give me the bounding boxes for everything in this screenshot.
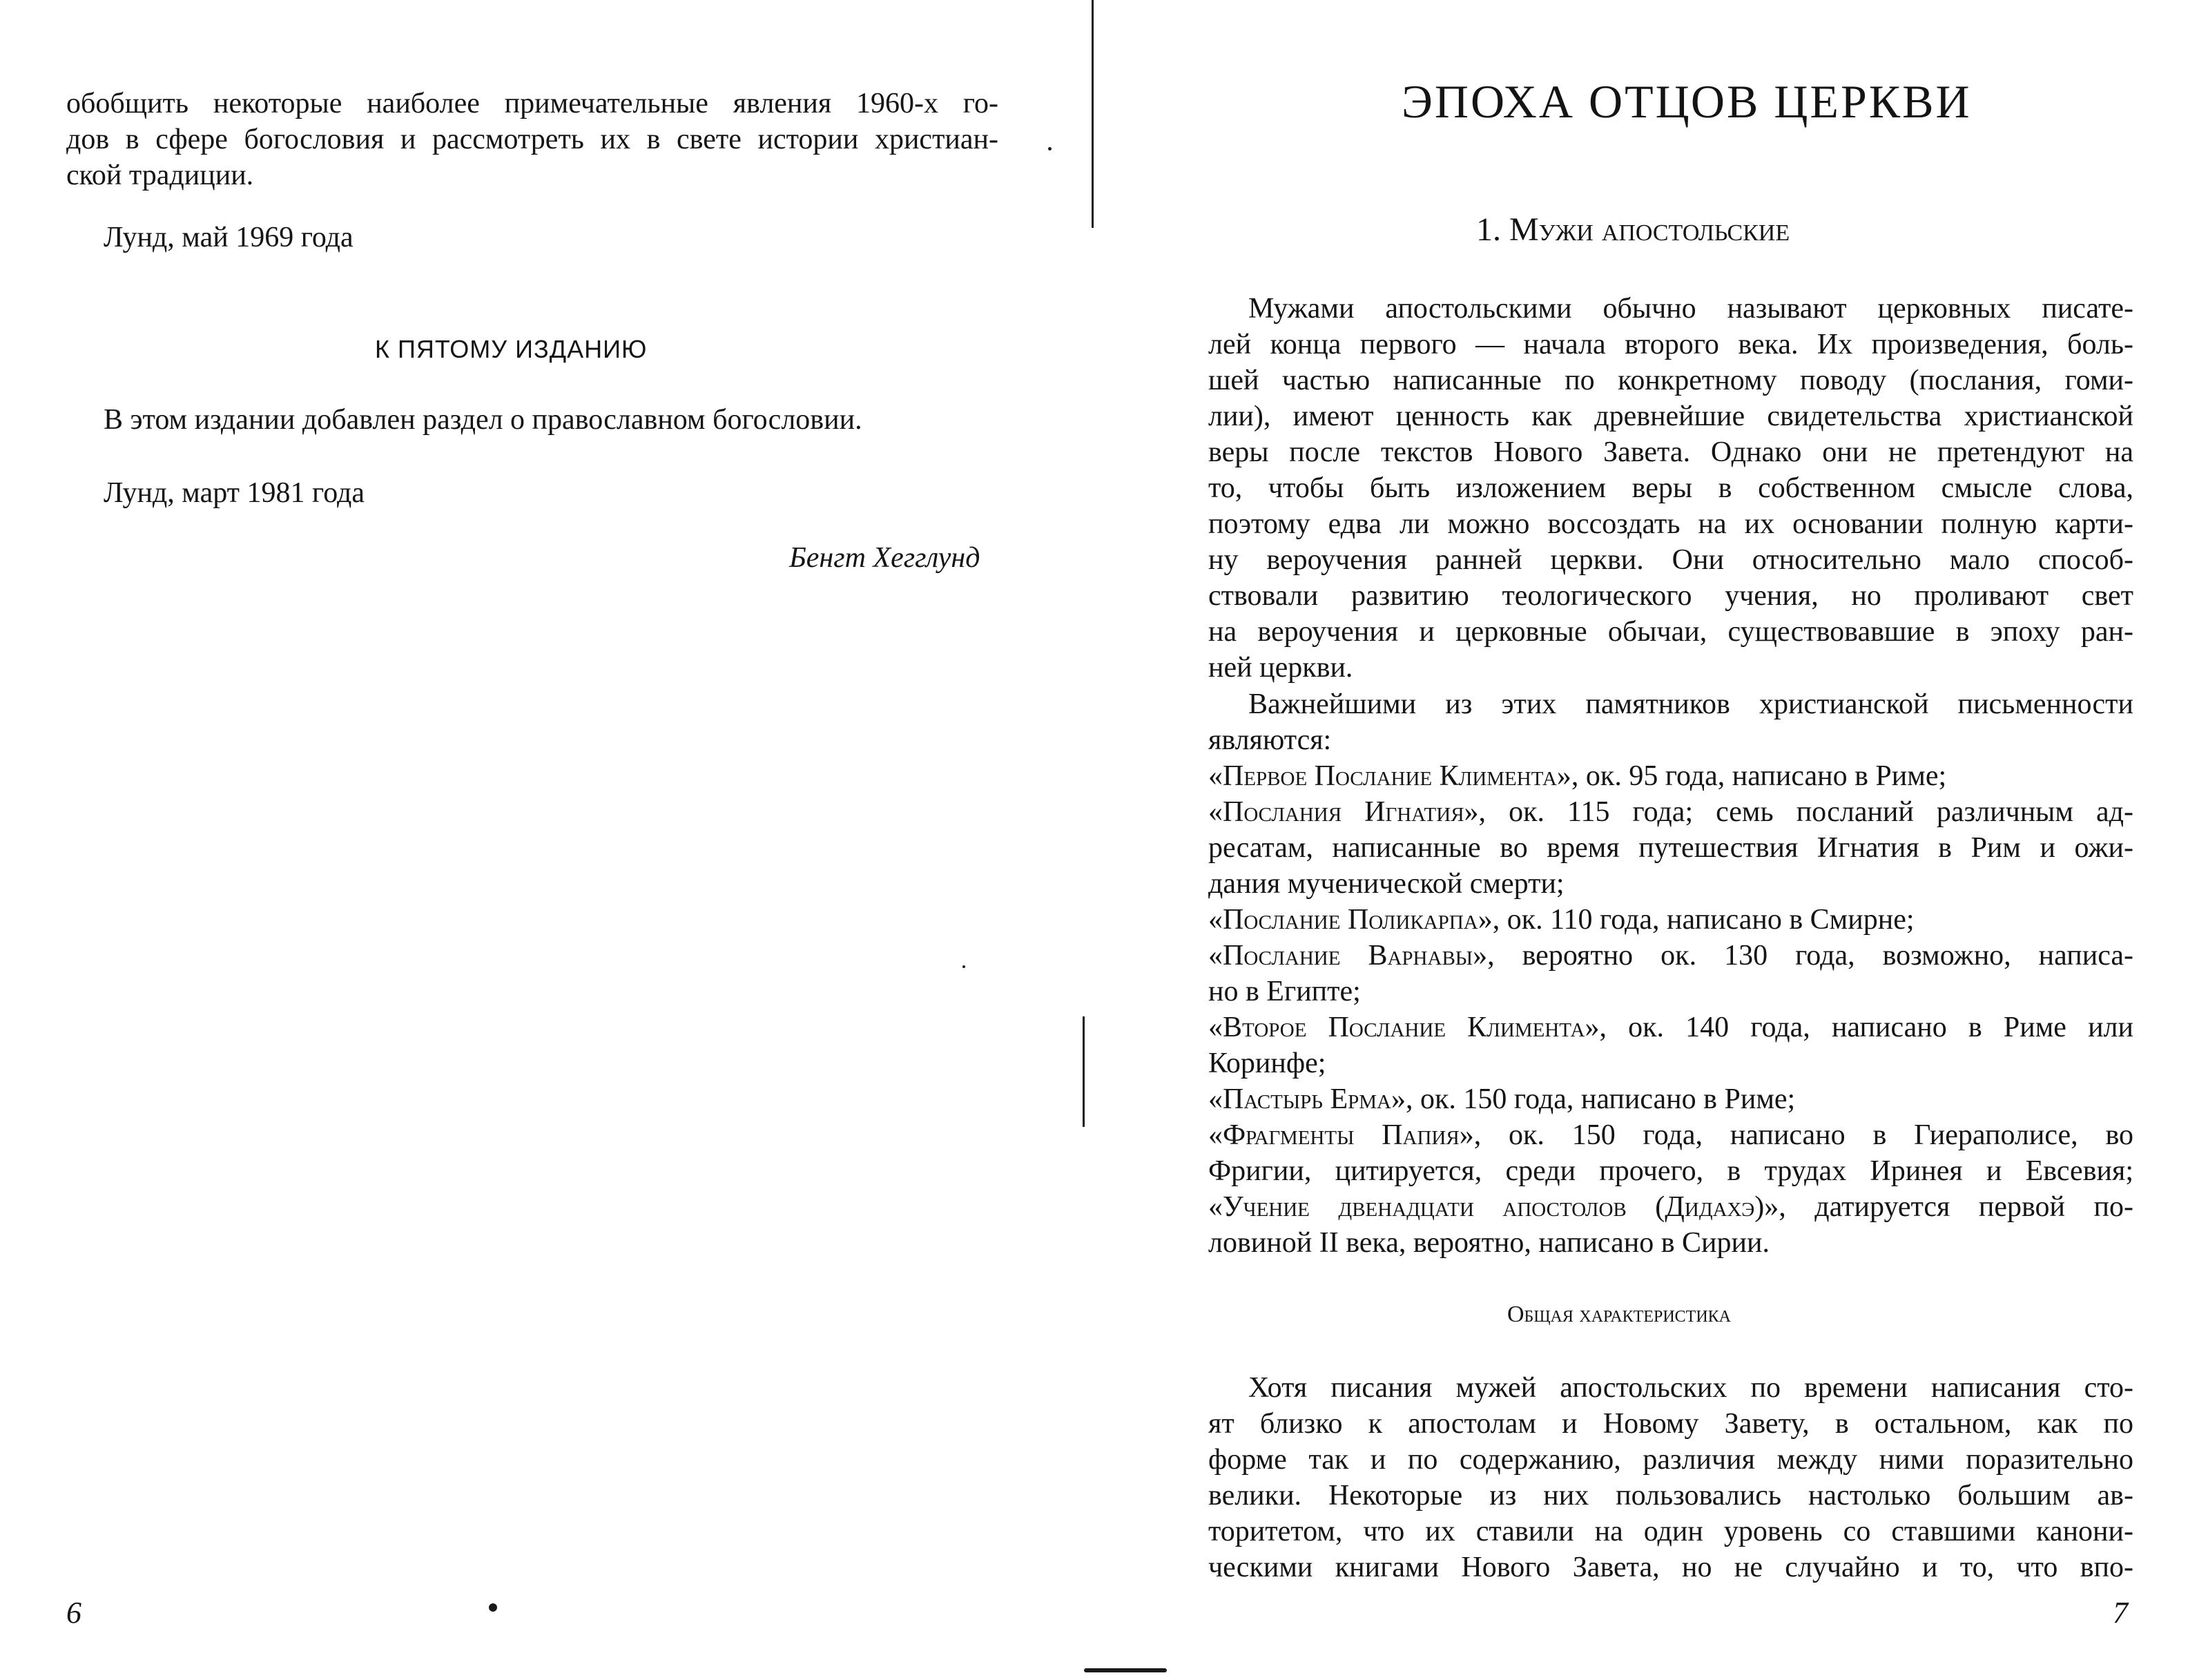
work-description: , ок. 150 года, написано в Гиераполисе, во <box>1473 1119 2133 1151</box>
text-line: ловиной II века, вероятно, написано в Сирии. <box>1208 1227 1770 1259</box>
paragraph-general <box>1208 1370 2133 1585</box>
text-line: Фригии, цитируется, среди прочего, в трудах Иринея и Евсевия; <box>1208 1155 2133 1187</box>
fifth-edition-heading: К ПЯТОМУ ИЗДАНИЮ <box>375 335 648 363</box>
text-line: Коринфе; <box>1208 1047 1326 1079</box>
work-description: , вероятно ок. 130 года, возможно, написа- <box>1487 940 2133 972</box>
text-line: велики. Некоторые из них пользовались настолько большим ав- <box>1208 1480 2133 1512</box>
text-line: лии), имеют ценность как древнейшие свидетельства христианской <box>1208 400 2133 432</box>
text-line: дов в сфере богословия и рассмотреть их в свете истории христиан- <box>66 124 998 155</box>
list-item <box>1208 1010 2133 1045</box>
text-line: Хотя писания мужей апостольских по времени написания сто- <box>1248 1372 2133 1404</box>
text-line: лей конца первого — начала второго века. Их произведения, боль- <box>1208 329 2133 360</box>
list-item <box>1208 1189 2133 1225</box>
work-title: «Послания Игнатия» <box>1208 796 1479 828</box>
work-description: , ок. 150 года, написано в Риме; <box>1405 1083 1796 1115</box>
text-line: торитетом, что их ставили на один уровень со ставшими канони- <box>1208 1516 2133 1547</box>
text-line: шей частью написанные по конкретному поводу (послания, гоми- <box>1208 365 2133 396</box>
text-line: дания мученической смерти; <box>1208 868 1565 900</box>
paragraph-works-intro <box>1208 686 2133 758</box>
date-1981: Лунд, март 1981 года <box>104 477 365 509</box>
spine-line-top <box>1092 0 1094 228</box>
text-line: ческими книгами Нового Завета, но не случайно и то, что впо- <box>1208 1552 2133 1583</box>
work-description: , ок. 110 года, написано в Смирне; <box>1492 904 1915 936</box>
text-line: являются: <box>1208 724 1332 756</box>
work-title: «Фрагменты Папия» <box>1208 1119 1474 1151</box>
text-line: веры после текстов Нового Завета. Однако они не претендуют на <box>1208 436 2133 468</box>
subheading-general: Общая характеристика <box>1507 1302 1732 1327</box>
work-title: «Послание Варнавы» <box>1208 940 1488 972</box>
page-number-right: 7 <box>2113 1596 2128 1630</box>
work-description: , ок. 115 года; семь посланий различным ад- <box>1478 796 2133 828</box>
work-title: «Учение двенадцати апостолов (Дидахэ)» <box>1208 1191 1779 1223</box>
list-item <box>1208 1081 2133 1117</box>
work-description: , ок. 95 года, написано в Риме; <box>1571 760 1947 792</box>
work-title: «Пастырь Ерма» <box>1208 1083 1406 1115</box>
section-title: 1. Мужи апостольские <box>1476 211 1790 248</box>
list-item <box>1208 902 2133 938</box>
left-page <box>0 0 1098 1680</box>
work-description: , ок. 140 года, написано в Риме или <box>1599 1012 2133 1043</box>
work-description: , датируется первой по- <box>1779 1191 2134 1223</box>
list-item <box>1208 938 2133 974</box>
text-line: ят близко к апостолам и Новому Завету, в остальном, как по <box>1208 1408 2133 1440</box>
chapter-title: ЭПОХА ОТЦОВ ЦЕРКВИ <box>1402 75 1972 128</box>
works-list <box>1208 758 2133 1261</box>
paragraph-intro <box>1208 291 2133 686</box>
text-line: ресатам, написанные во время путешествия Игнатия в Рим и ожи- <box>1208 832 2133 864</box>
spine-line-middle <box>1083 1016 1085 1127</box>
scan-speck <box>962 965 965 968</box>
list-item <box>1208 758 2133 794</box>
text-line: поэтому едва ли можно воссоздать на их основании полную карти- <box>1208 508 2133 540</box>
text-line: форме так и по содержанию, различия между ними поразительно <box>1208 1444 2133 1476</box>
work-title: «Второе Послание Климента» <box>1208 1012 1600 1043</box>
text-line: на вероучения и церковные обычаи, существовавшие в эпоху ран- <box>1208 616 2133 648</box>
scan-speck <box>489 1603 497 1612</box>
text-line: Мужами апостольскими обычно называют церковных писате- <box>1248 293 2133 325</box>
text-line: ну вероучения ранней церкви. Они относительно мало способ- <box>1208 544 2133 576</box>
list-item <box>1208 794 2133 830</box>
text-line: ской традиции. <box>66 160 254 191</box>
text-line: ствовали развитию теологического учения, но проливают свет <box>1208 580 2133 612</box>
text-line: но в Египте; <box>1208 976 1361 1007</box>
text-line: ней церкви. <box>1208 652 1353 684</box>
fifth-edition-text: В этом издании добавлен раздел о православном богословии. <box>104 404 862 436</box>
page-number-left: 6 <box>66 1596 81 1630</box>
right-page <box>1098 0 2208 1680</box>
list-item <box>1208 1117 2133 1153</box>
text-line: Важнейшими из этих памятников христианской письменности <box>1248 688 2133 720</box>
text-line: обобщить некоторые наиболее примечательные явления 1960-х го- <box>66 88 998 119</box>
work-title: «Послание Поликарпа» <box>1208 904 1493 936</box>
scan-speck <box>1048 147 1052 151</box>
work-title: «Первое Послание Климента» <box>1208 760 1571 792</box>
text-line: то, чтобы быть изложением веры в собственном смысле слова, <box>1208 472 2133 504</box>
author-signature: Бенгт Хегглунд <box>789 542 980 574</box>
date-1969: Лунд, май 1969 года <box>104 222 354 253</box>
intro-paragraph <box>66 86 998 193</box>
